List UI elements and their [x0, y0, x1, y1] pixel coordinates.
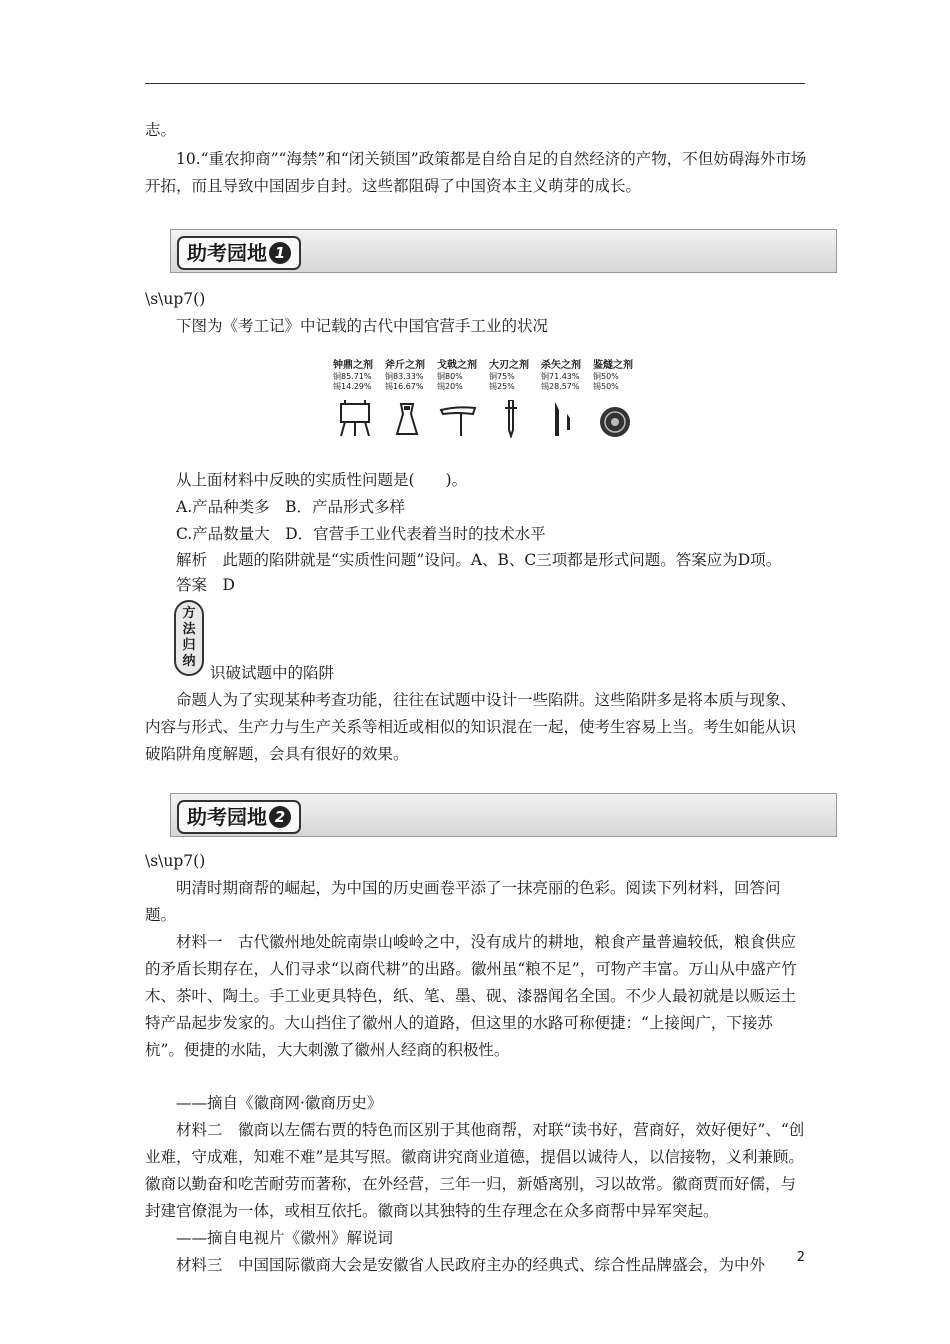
- badge-char: 方: [182, 606, 196, 621]
- method-summary-badge: [174, 600, 204, 676]
- source-2: ——摘自电视片《徽州》解说词: [176, 1229, 394, 1247]
- tin-ratio: 锡28.57%: [541, 382, 580, 391]
- section2-intro: 明清时期商帮的崛起，为中国的历史画卷平添了一抹亮丽的色彩。阅读下列材料，回答问题。: [145, 879, 781, 924]
- material-2: 材料二 徽商以左儒右贾的特色而区别于其他商帮，对联“读书好，营商好，效好便好”、“创业难，守成难，知难不难”是其写照。徽商讲究商业道德，提倡以诚待人，以信接物，义利兼顾。徽商以勤奋和吃苦耐劳而著称，在外经营，三年一归，新婚离别，习以故常。徽商贾而好儒，与封建官僚混为一体，或相互依托。徽商以其独特的生存理念在众多商帮中异军突起。: [145, 1121, 805, 1220]
- copper-ratio: 铜83.33%: [385, 372, 424, 381]
- answer: 答案 D: [176, 576, 235, 594]
- text-line: 志。: [145, 121, 177, 139]
- figure-item: [489, 360, 541, 392]
- figure-item: [593, 360, 645, 392]
- tin-ratio: 锡25%: [489, 382, 515, 391]
- item-name: 杀矢之剂: [541, 360, 581, 371]
- halberd-icon: [439, 400, 479, 438]
- copper-ratio: 铜75%: [489, 372, 515, 381]
- figure-intro: 下图为《考工记》中记载的古代中国官营手工业的状况: [176, 317, 549, 335]
- figure-item: [333, 360, 385, 392]
- option-ab: A.产品种类多 B．产品形式多样: [176, 498, 406, 516]
- axe-icon: [387, 400, 427, 438]
- banner-title: 助考园地: [187, 805, 267, 829]
- header-rule: [145, 83, 805, 84]
- arrow-icon: [543, 400, 583, 438]
- section-banner-2: [170, 793, 837, 837]
- tin-ratio: 锡16.67%: [385, 382, 424, 391]
- analysis: 解析 此题的陷阱就是“实质性问题”设问。A、B、C三项都是形式问题。答案应为D项。: [176, 551, 782, 569]
- option-cd: C.产品数量大 D．官营手工业代表着当时的技术水平: [176, 525, 546, 543]
- bell-tripod-icon: [335, 400, 375, 438]
- badge-char: 法: [182, 622, 196, 637]
- badge-char: 纳: [182, 654, 196, 669]
- method-title: 识破试题中的陷阱: [210, 664, 335, 682]
- copper-ratio: 铜80%: [437, 372, 463, 381]
- copper-ratio: 铜85.71%: [333, 372, 372, 381]
- source-1: ——摘自《徽商网·徽商历史》: [176, 1094, 383, 1112]
- banner-label: [177, 800, 301, 834]
- code-line: \s\up7(): [145, 290, 206, 308]
- figure-item: [541, 360, 593, 392]
- item-name: 大刃之剂: [489, 360, 529, 371]
- tin-ratio: 锡50%: [593, 382, 619, 391]
- alloy-figure: [333, 360, 643, 440]
- section-banner-1: [170, 229, 837, 273]
- method-body: 命题人为了实现某种考查功能，往往在试题中设计一些陷阱。这些陷阱多是将本质与现象、内容与形式、生产力与生产关系等相近或相似的知识混在一起，使考生容易上当。考生如能从识破陷阱角度解题，会具有很好的效果。: [145, 691, 797, 763]
- copper-ratio: 铜71.43%: [541, 372, 580, 381]
- item-name: 鉴燧之剂: [593, 360, 633, 371]
- number-one-icon: 1: [269, 242, 291, 264]
- paragraph-10: 10.“重农抑商”“海禁”和“闭关锁国”政策都是自给自足的自然经济的产物，不但妨碍海外市场开拓，而且导致中国固步自封。这些都阻碍了中国资本主义萌芽的成长。: [145, 150, 807, 195]
- item-name: 钟鼎之剂: [333, 360, 373, 371]
- banner-title: 助考园地: [187, 241, 267, 265]
- mirror-icon: [595, 400, 635, 438]
- tin-ratio: 锡20%: [437, 382, 463, 391]
- code-line: \s\up7(): [145, 852, 206, 870]
- figure-item: [437, 360, 489, 392]
- tin-ratio: 锡14.29%: [333, 382, 372, 391]
- figure-item: [385, 360, 437, 392]
- copper-ratio: 铜50%: [593, 372, 619, 381]
- material-3: 材料三 中国国际徽商大会是安徽省人民政府主办的经典式、综合性品牌盛会，为中外: [176, 1256, 766, 1274]
- badge-char: 归: [182, 638, 196, 653]
- banner-label: [177, 236, 301, 270]
- blade-icon: [491, 400, 531, 438]
- number-two-icon: 2: [269, 806, 291, 828]
- material-1: 材料一 古代徽州地处皖南崇山峻岭之中，没有成片的耕地，粮食产量普遍较低，粮食供应的矛盾长期存在，人们寻求“以商代耕”的出路。徽州虽“粮不足”，可物产丰富。万山从中盛产竹木、茶叶、陶土。手工业更具特色，纸、笔、墨、砚、漆器闻名全国。不少人最初就是以贩运土特产品起步发家的。大山挡住了徽州人的道路，但这里的水路可称便捷：“上接闽广，下接苏杭”。便捷的水陆，大大刺激了徽州人经商的积极性。: [145, 933, 797, 1059]
- page-number: 2: [796, 1250, 805, 1265]
- item-name: 戈戟之剂: [437, 360, 477, 371]
- item-name: 斧斤之剂: [385, 360, 425, 371]
- question: 从上面材料中反映的实质性问题是( )。: [176, 471, 468, 489]
